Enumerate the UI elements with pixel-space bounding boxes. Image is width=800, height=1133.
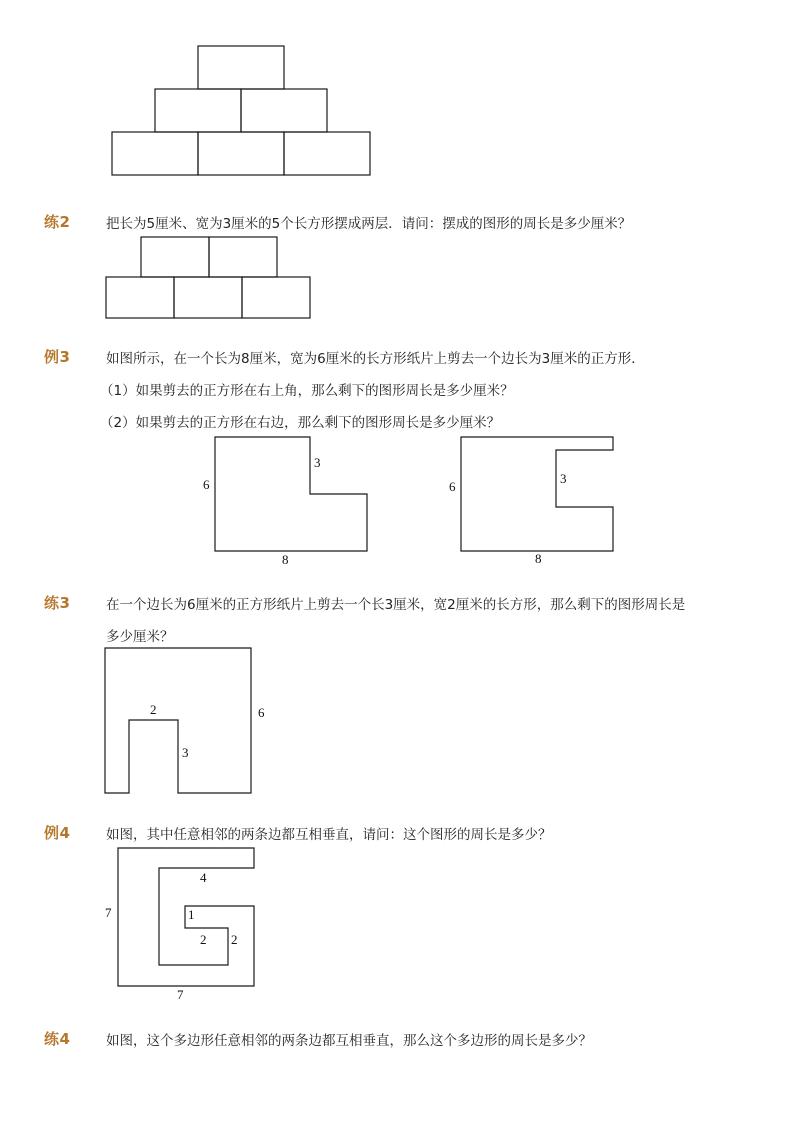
fig1-cut-label: 3 — [314, 455, 321, 470]
label-7-bottom: 7 — [177, 987, 184, 1002]
spiral-shape — [118, 848, 254, 986]
example-tag-3: 例3 — [44, 348, 71, 366]
label-2-right: 2 — [231, 932, 238, 947]
exercise-3-question-line-2: 多少厘米？ — [106, 629, 174, 645]
example-3-sub-question-2: （2）如果剪去的正方形在右边，那么剩下的图形周长是多少厘米？ — [100, 415, 501, 431]
fig2-height-label: 6 — [449, 479, 456, 494]
cut-width-label: 2 — [150, 702, 157, 717]
fig2-cut-label: 3 — [560, 471, 567, 486]
fig2-width-label: 8 — [535, 551, 542, 566]
example-tag-4: 例4 — [44, 824, 71, 842]
exercise-tag-2: 练2 — [44, 213, 71, 231]
exercise-tag-4: 练4 — [44, 1030, 71, 1048]
label-1: 1 — [188, 907, 195, 922]
example-4-question: 如图，其中任意相邻的两条边都互相垂直，请问：这个图形的周长是多少？ — [106, 827, 552, 843]
label-4: 4 — [200, 870, 207, 885]
fig1-height-label: 6 — [203, 477, 210, 492]
fig1-width-label: 8 — [282, 552, 289, 567]
cut-height-label: 3 — [182, 745, 189, 760]
exercise-4-question: 如图，这个多边形任意相邻的两条边都互相垂直，那么这个多边形的周长是多少？ — [106, 1033, 592, 1049]
example-3-sub-question-1: （1）如果剪去的正方形在右上角，那么剩下的图形周长是多少厘米？ — [100, 383, 514, 399]
exercise-2-question: 把长为5厘米、宽为3厘米的5个长方形摆成两层．请问：摆成的图形的周长是多少厘米？ — [106, 216, 632, 232]
exercise-3-question-line-1: 在一个边长为6厘米的正方形纸片上剪去一个长3厘米，宽2厘米的长方形，那么剩下的图形周长是 — [106, 597, 686, 613]
label-2-inner: 2 — [200, 932, 207, 947]
exercise-tag-3: 练3 — [44, 594, 71, 612]
label-7-left: 7 — [105, 905, 112, 920]
example-3-question: 如图所示，在一个长为8厘米，宽为6厘米的长方形纸片上剪去一个边长为3厘米的正方形． — [106, 351, 645, 367]
side-label: 6 — [258, 705, 265, 720]
